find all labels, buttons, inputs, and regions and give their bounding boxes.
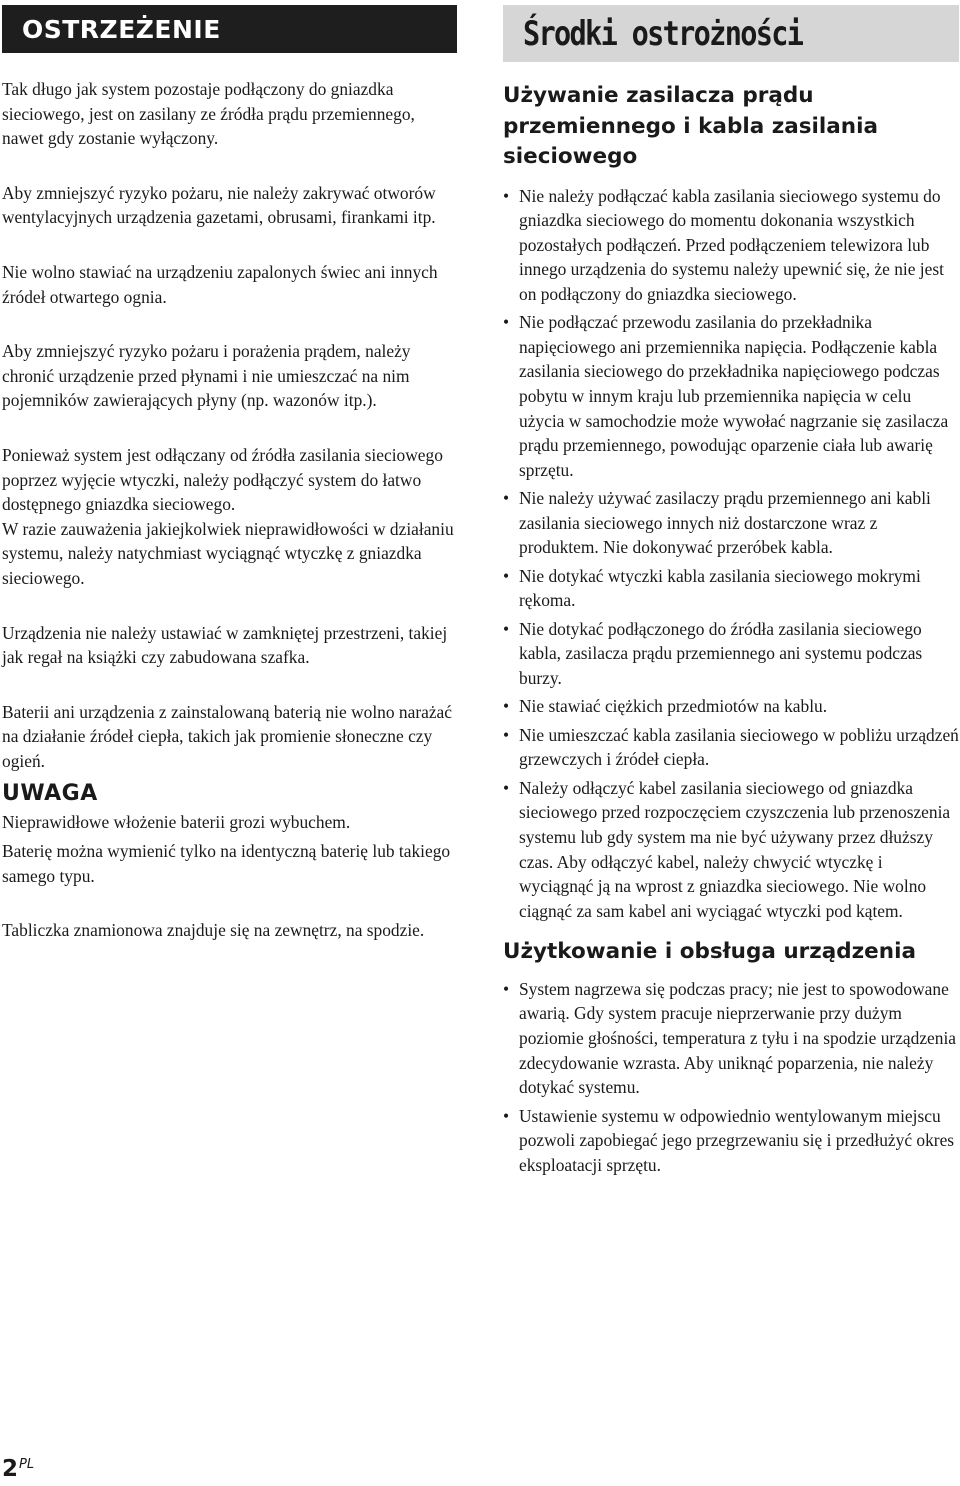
page-footer — [2, 1456, 34, 1482]
list-item: • Należy odłączyć kabel zasilania sieciowego od gniazdka sieciowego przed rozpoczęciem czyszczenia lub przenoszenia systemu lub gdy system ma nie być używany przez dłuższy czas. Aby odłączyć kabel, należy chwycić wtyczkę i wyciągnąć ją na wprost z gniazdka sieciowego. Nie wolno ciągnąć za sam kabel ani wyciągać wtyczki pod kątem. — [503, 776, 959, 924]
right-column — [503, 5, 959, 1181]
warning-paragraph: W razie zauważenia jakiejkolwiek nieprawidłowości w działaniu systemu, należy natychmiast wyciągnąć wtyczkę z gniazdka sieciowego. — [2, 518, 454, 588]
list-item: • Nie należy podłączać kabla zasilania sieciowego systemu do gniazdka sieciowego do momentu dokonania wszystkich pozostałych podłączeń. Przed podłączeniem telewizora lub innego urządzenia do systemu należy upewnić się, że nie jest on podłączony do gniazdka sieciowego. — [503, 184, 959, 307]
list-item: • Nie dotykać wtyczki kabla zasilania sieciowego mokrymi rękoma. — [503, 564, 959, 613]
caution-paragraph: Baterię można wymienić tylko na identyczną baterię lub takiego samego typu. — [2, 841, 451, 886]
list-item: • Nie stawiać ciężkich przedmiotów na kablu. — [503, 694, 959, 719]
list-item: • System nagrzewa się podczas pracy; nie jest to spowodowane awarią. Gdy system pracuje nieprzerwanie przy dużym poziomie głośności, temperatura z tyłu i na spodzie urządzenia zdecydowanie wzrasta. Aby uniknąć poparzenia, nie należy dotykać systemu. — [503, 977, 959, 1100]
warning-paragraph: Tak długo jak system pozostaje podłączony do gniazdka sieciowego, jest on zasilany ze źródła prądu przemiennego, nawet gdy zostanie wyłączony. — [2, 79, 415, 149]
caution-heading: UWAGA — [2, 781, 98, 807]
section-heading — [503, 5, 959, 62]
list-item: • Nie umieszczać kabla zasilania sieciowego w pobliżu urządzeń grzewczych i źródeł ciepła. — [503, 723, 959, 772]
list-item: • Ustawienie systemu w odpowiednio wentylowanym miejscu pozwoli zapobiegać jego przegrzewaniu się i przedłużyć okres eksploatacji sprzętu. — [503, 1104, 959, 1178]
warning-paragraph: Baterii ani urządzenia z zainstalowaną baterią nie wolno narażać na działanie źródeł ciepła, takich jak promienie słoneczne czy ogień. — [2, 701, 452, 771]
list-item: • Nie podłączać przewodu zasilania do przekładnika napięciowego ani przemiennika napięcia. Podłączenie kabla zasilania sieciowego do przekładnika napięciowego podczas pobytu w innym kraju lub przemiennika napięcia w celu użycia w samochodzie może wywołać nagrzanie się zasilacza prądu przemiennego, powodując oparzenie ciała lub awarię sprzętu. — [503, 310, 959, 482]
subsection-title-power: Używanie zasilacza prądu przemiennego i kabla zasilania sieciowego — [503, 83, 878, 169]
handling-precautions-list — [503, 977, 959, 1178]
power-precautions-list — [503, 184, 959, 924]
warning-paragraph: Nie wolno stawiać na urządzeniu zapalonych świec ani innych źródeł otwartego ognia. — [2, 261, 438, 307]
warning-paragraph: Urządzenia nie należy ustawiać w zamkniętej przestrzeni, takiej jak regał na książki czy zabudowana szafka. — [2, 622, 448, 668]
section-title: Środki ostrożności — [523, 13, 803, 54]
rating-plate-note: Tabliczka znamionowa znajduje się na zewnętrz, na spodzie. — [2, 920, 425, 941]
warning-paragraph: Aby zmniejszyć ryzyko pożaru, nie należy zakrywać otworów wentylacyjnych urządzenia gazetami, obrusami, firankami itp. — [2, 182, 436, 228]
page-number: 2 — [2, 1456, 19, 1482]
warning-paragraph: Aby zmniejszyć ryzyko pożaru i porażenia prądem, należy chronić urządzenie przed płynami i nie umieszczać na nim pojemników zawierających płyny (np. wazonów itp.). — [2, 341, 411, 411]
language-code: PL — [19, 1457, 35, 1472]
warning-paragraph: Ponieważ system jest odłączany od źródła zasilania sieciowego poprzez wyjęcie wtyczki, należy podłączyć system do łatwo dostępnego gniazdka sieciowego. — [2, 444, 443, 515]
list-item: • Nie należy używać zasilaczy prądu przemiennego ani kabli zasilania sieciowego innych niż dostarczone wraz z produktem. Nie dokonywać przeróbek kabla. — [503, 486, 959, 560]
left-column — [2, 5, 457, 943]
warning-heading: OSTRZEŻENIE — [2, 5, 457, 53]
subsection-title-handling: Użytkowanie i obsługa urządzenia — [503, 939, 916, 965]
caution-paragraph: Nieprawidłowe włożenie baterii grozi wybuchem. — [2, 812, 351, 833]
list-item: • Nie dotykać podłączonego do źródła zasilania sieciowego kabla, zasilacza prądu przemiennego ani systemu podczas burzy. — [503, 617, 959, 691]
